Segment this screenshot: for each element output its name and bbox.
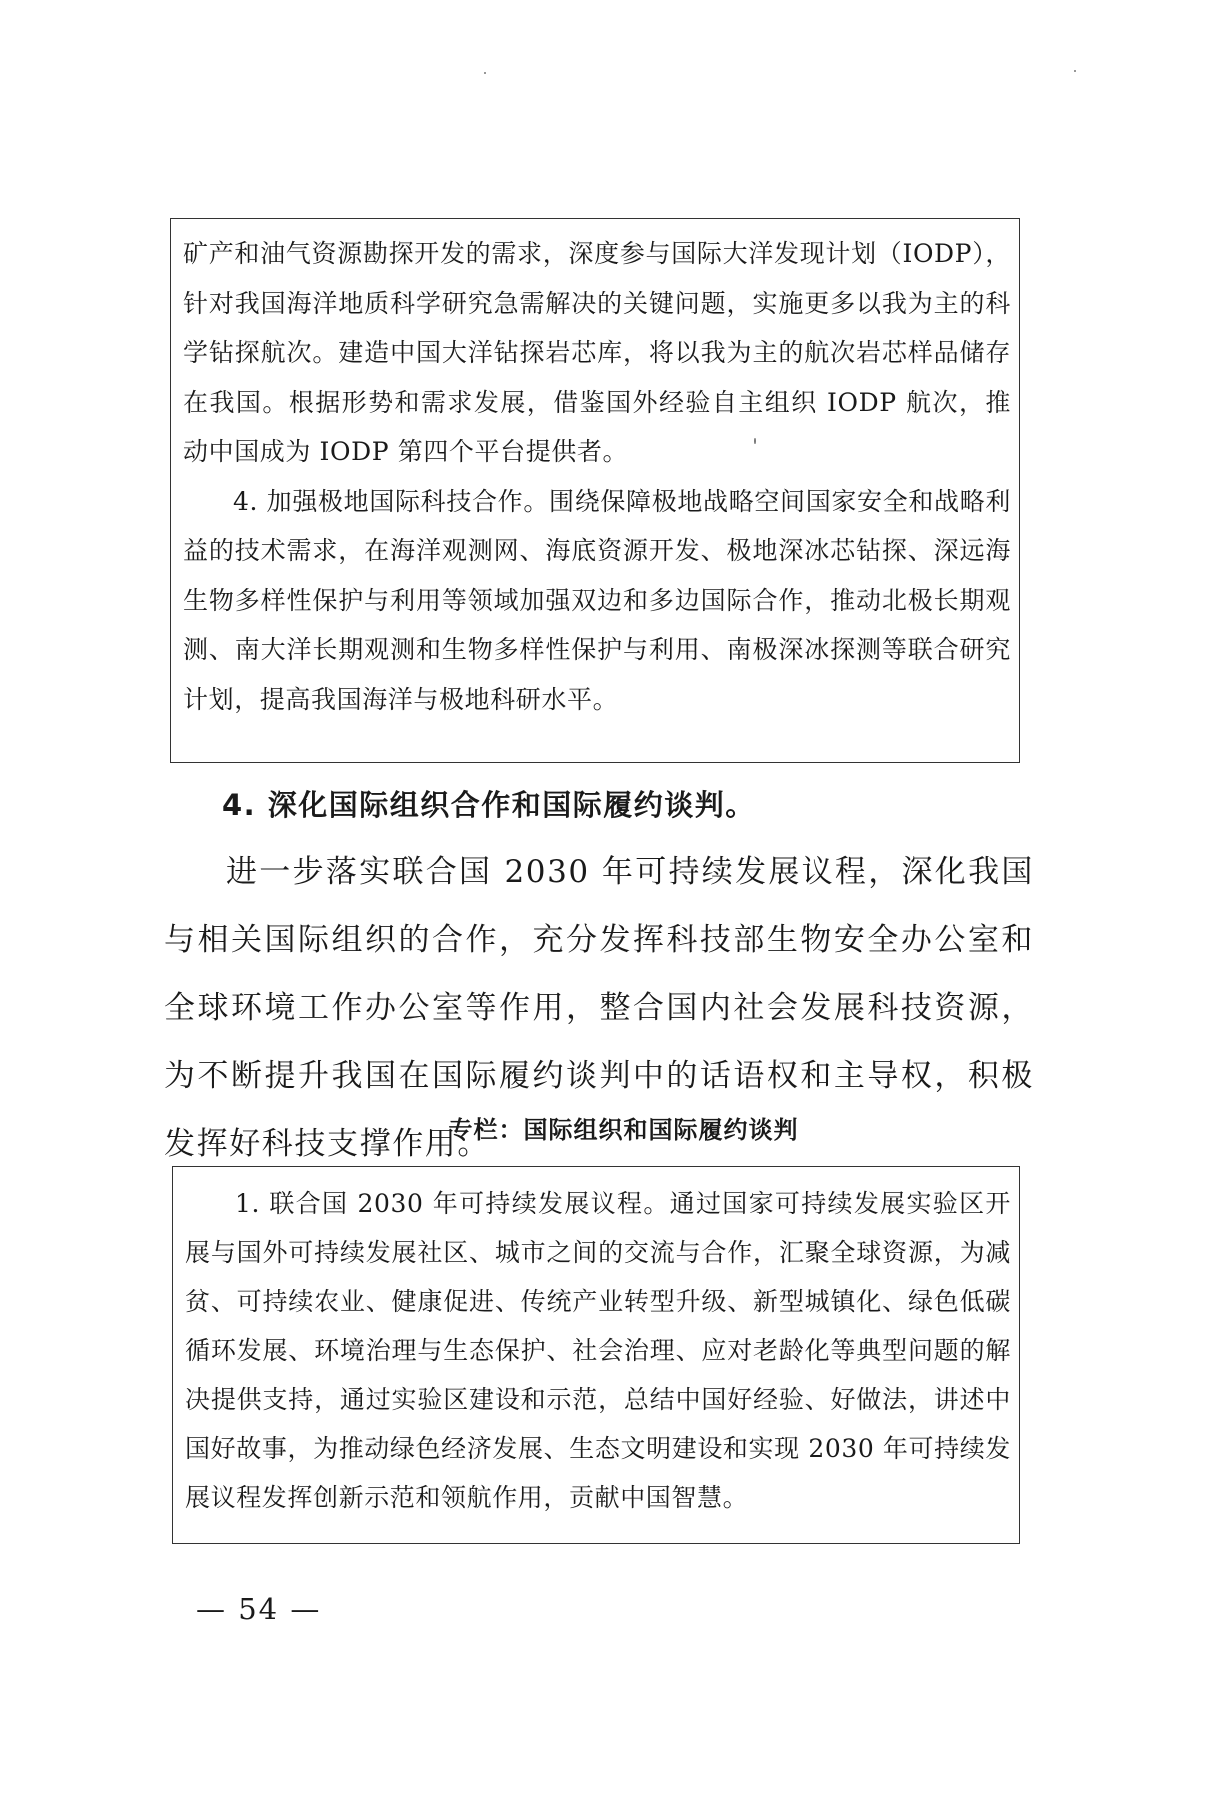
box-continued	[170, 218, 1020, 763]
column-item-2030-agenda: 1. 联合国 2030 年可持续发展议程。通过国家可持续发展实验区开展与国外可持续发展社区、城市之间的交流与合作，汇聚全球资源，为减贫、可持续农业、健康促进、传统产业转型升级、新型城镇化、绿色低碳循环发展、环境治理与生态保护、社会治理、应对老龄化等典型问题的解决提供支持，通过实验区建设和示范，总结中国好经验、好做法，讲述中国好故事，为推动绿色经济发展、生态文明建设和实现 2030 年可持续发展议程发挥创新示范和领航作用，贡献中国智慧。	[185, 1189, 1011, 1512]
box-item-polar-cooperation: 4. 加强极地国际科技合作。围绕保障极地战略空间国家安全和战略利益的技术需求，在海洋观测网、海底资源开发、极地深冰芯钻探、深远海生物多样性保护与利用等领域加强双边和多边国际合作，推动北极长期观测、南大洋长期观测和生物多样性保护与利用、南极深冰探测等联合研究计划，提高我国海洋与极地科研水平。	[183, 486, 1011, 714]
page-number: — 54 —	[196, 1592, 322, 1626]
section-heading: 4. 深化国际组织合作和国际履约谈判。	[222, 788, 756, 822]
section-body-paragraph: 进一步落实联合国 2030 年可持续发展议程，深化我国与相关国际组织的合作，充分发挥科技部生物安全办公室和全球环境工作办公室等作用，整合国内社会发展科技资源，为不断提升我国在国际履约谈判中的话语权和主导权，积极发挥好科技支撑作用。	[164, 854, 1034, 1162]
column-title: 专栏：国际组织和国际履约谈判	[448, 1116, 799, 1144]
box-paragraph-continued: 矿产和油气资源勘探开发的需求，深度参与国际大洋发现计划（IODP），针对我国海洋地质科学研究急需解决的关键问题，实施更多以我为主的科学钻探航次。建造中国大洋钻探岩芯库，将以我为主的航次岩芯样品储存在我国。根据形势和需求发展，借鉴国外经验自主组织 IODP 航次，推动中国成为 IODP 第四个平台提供者。	[183, 239, 1011, 466]
column-box	[172, 1166, 1020, 1544]
scan-speck	[484, 72, 486, 74]
scan-speck	[1074, 70, 1076, 72]
